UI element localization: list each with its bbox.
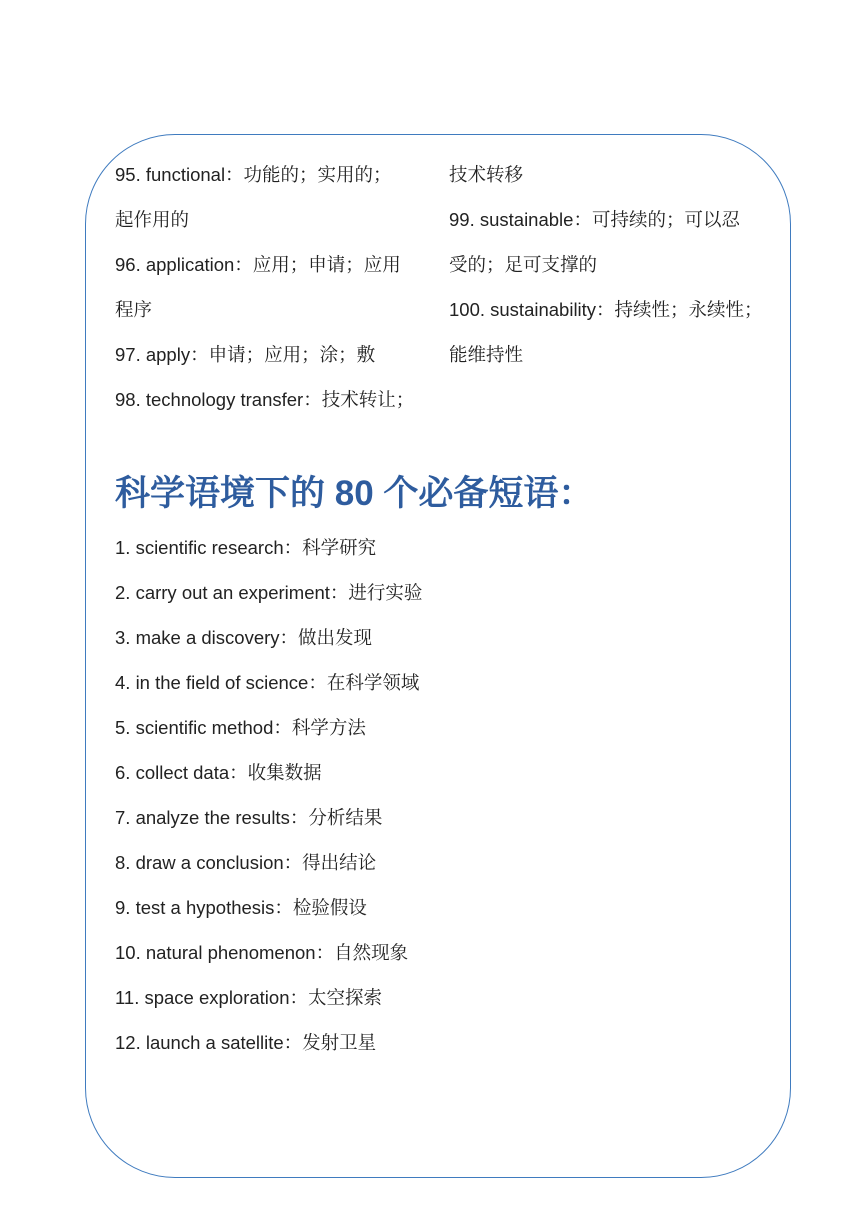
section-heading: 科学语境下的 80 个必备短语： [115, 474, 594, 513]
phrase-item: 2. carry out an experiment：进行实验 [115, 582, 423, 603]
vocab-line: 起作用的 [115, 209, 190, 230]
phrase-item: 10. natural phenomenon：自然现象 [115, 942, 409, 963]
page-border-frame [85, 134, 791, 1178]
vocab-line: 100. sustainability：持续性；永续性； [449, 299, 763, 320]
vocab-line: 97. apply：申请；应用；涂；敷 [115, 344, 376, 365]
vocab-line: 99. sustainable：可持续的；可以忍 [449, 209, 740, 230]
phrase-item: 5. scientific method：科学方法 [115, 717, 366, 738]
vocab-line: 98. technology transfer：技术转让； [115, 389, 415, 410]
phrase-item: 6. collect data：收集数据 [115, 762, 322, 783]
vocab-line: 96. application：应用；申请；应用 [115, 254, 401, 275]
phrase-item: 7. analyze the results：分析结果 [115, 807, 383, 828]
phrase-item: 9. test a hypothesis：检验假设 [115, 897, 367, 918]
vocab-line: 能维持性 [449, 344, 524, 365]
vocab-line: 95. functional：功能的；实用的； [115, 164, 392, 185]
vocab-line: 程序 [115, 299, 153, 320]
phrase-item: 3. make a discovery：做出发现 [115, 627, 373, 648]
vocab-line: 技术转移 [449, 164, 524, 185]
phrase-item: 11. space exploration：太空探索 [115, 987, 382, 1008]
phrase-item: 1. scientific research：科学研究 [115, 537, 377, 558]
phrase-item: 8. draw a conclusion：得出结论 [115, 852, 377, 873]
phrase-item: 4. in the field of science：在科学领域 [115, 672, 420, 693]
phrase-item: 12. launch a satellite：发射卫星 [115, 1032, 377, 1053]
vocab-line: 受的；足可支撑的 [449, 254, 598, 275]
